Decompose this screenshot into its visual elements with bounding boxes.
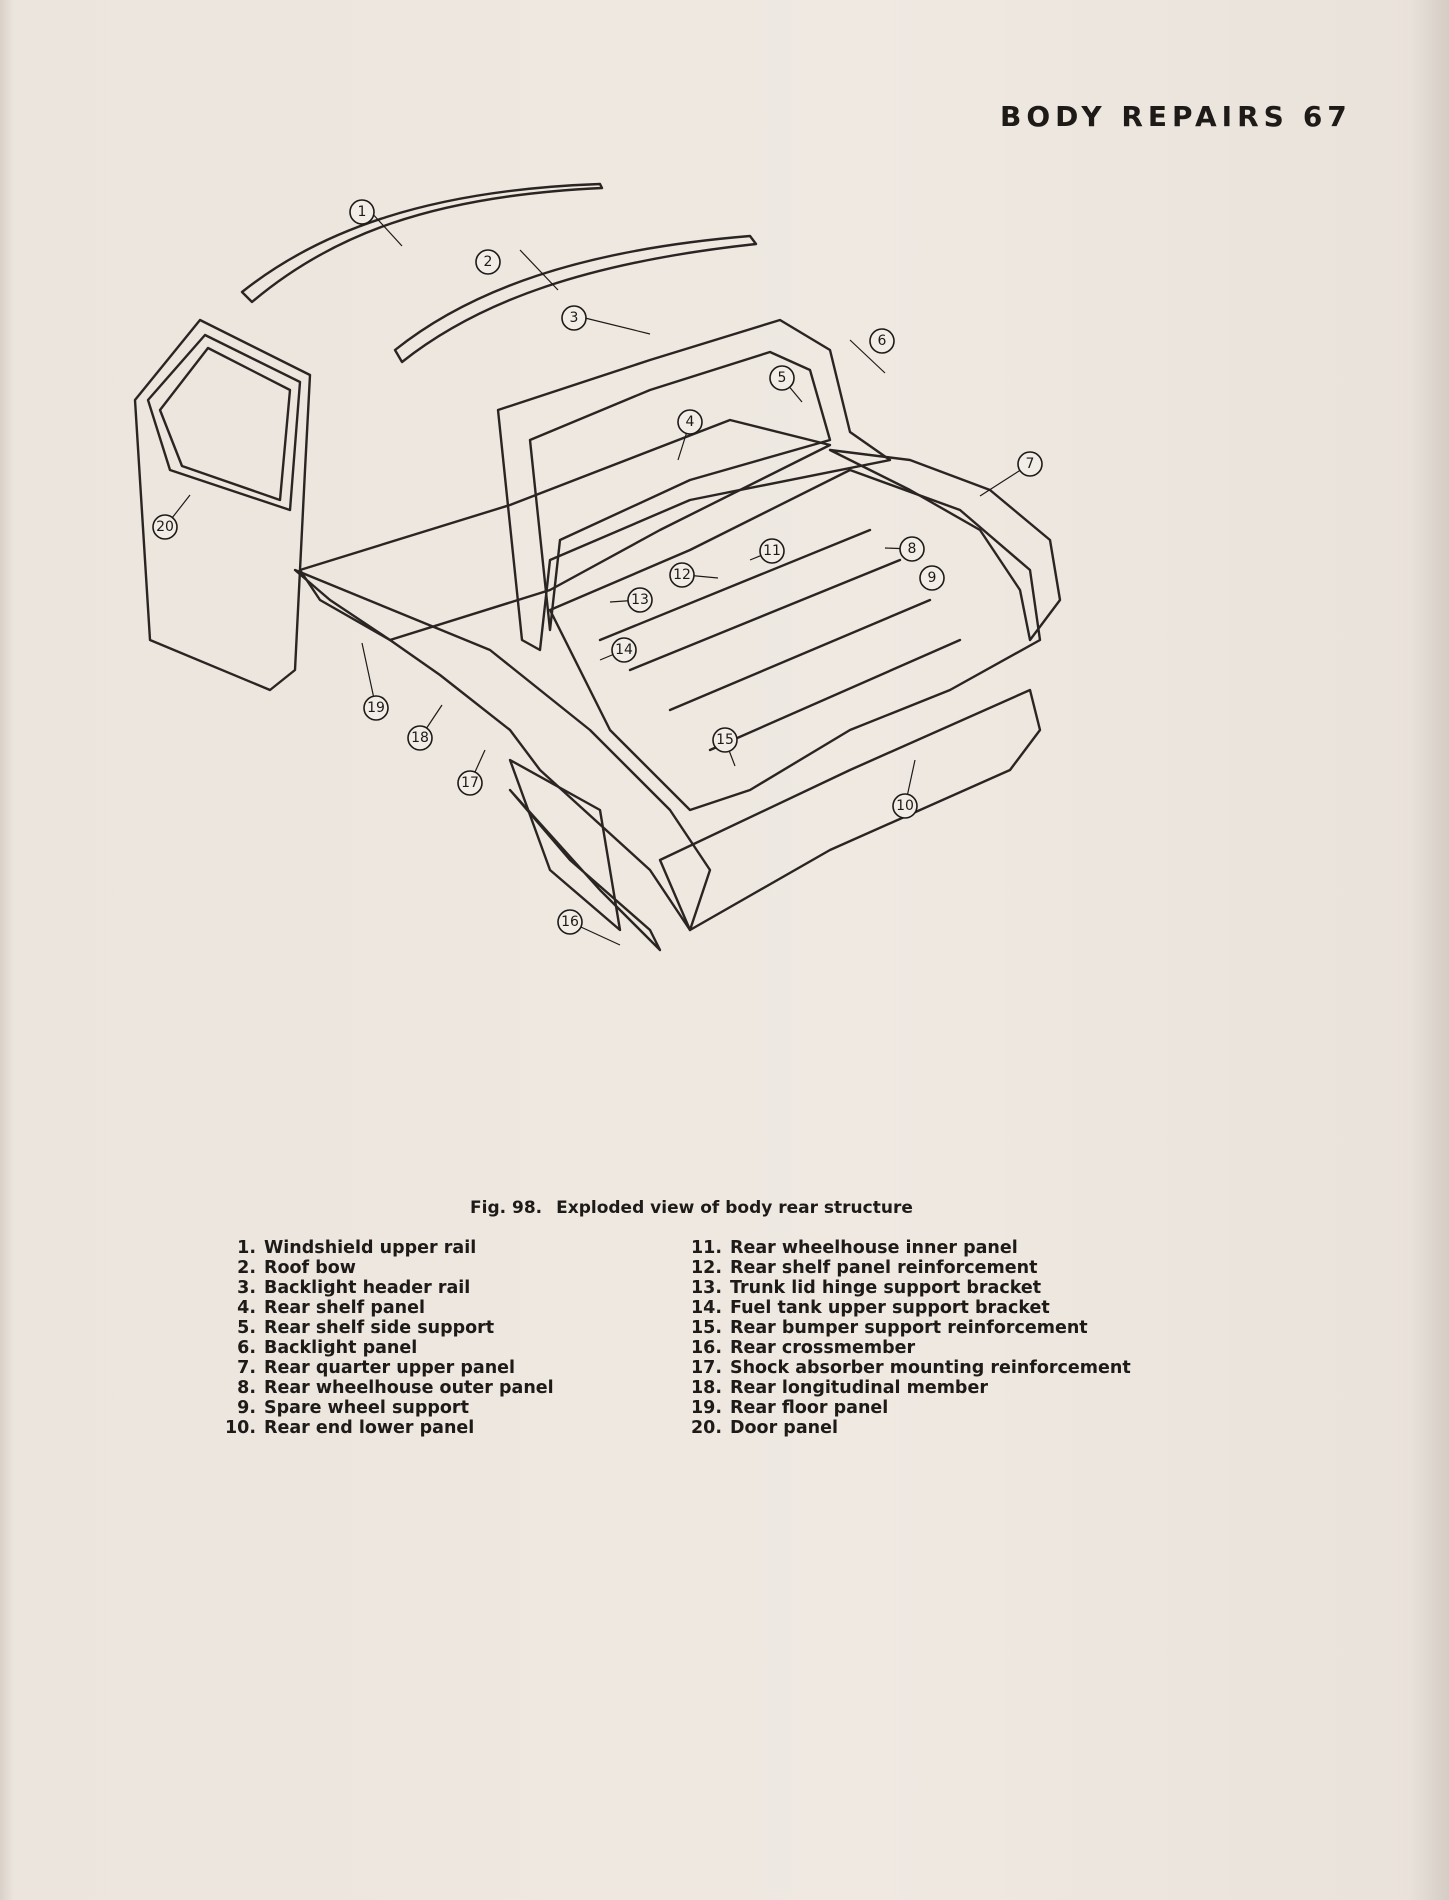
legend-item: 9. Spare wheel support <box>237 1398 469 1418</box>
page-edge-shadow <box>1409 0 1449 1900</box>
callout-3: 3 <box>569 310 579 326</box>
callout-5: 5 <box>777 370 787 386</box>
legend-item: 6. Backlight panel <box>237 1338 418 1358</box>
legend-item: 13. Trunk lid hinge support bracket <box>690 1278 1042 1298</box>
diagram-svg <box>130 170 1310 1180</box>
legend-item: 8. Rear wheelhouse outer panel <box>237 1378 554 1398</box>
legend-item: 15. Rear bumper support reinforcement <box>690 1318 1088 1338</box>
parts-legend-right <box>684 1238 1131 1438</box>
legend-item: 16. Rear crossmember <box>690 1338 916 1358</box>
section-title: BODY REPAIRS <box>1000 100 1289 133</box>
part-rear-floor-panel <box>295 570 710 930</box>
legend-item: 5. Rear shelf side support <box>237 1318 495 1338</box>
callout-8: 8 <box>907 541 917 557</box>
callout-16: 16 <box>561 914 579 930</box>
callout-13: 13 <box>631 592 649 608</box>
callout-7: 7 <box>1025 456 1035 472</box>
part-door-panel <box>135 320 310 690</box>
part-rear-end-lower-panel <box>660 690 1040 930</box>
page-header <box>1000 100 1352 133</box>
callout-6: 6 <box>877 333 887 349</box>
page-number: 67 <box>1302 100 1352 133</box>
callout-11: 11 <box>763 543 781 559</box>
part-rear-quarter-upper-panel <box>830 450 1060 640</box>
callout-4: 4 <box>685 414 695 430</box>
part-rear-longitudinal <box>510 760 620 930</box>
legend-item: 10. Rear end lower panel <box>224 1418 475 1438</box>
callout-19: 19 <box>367 700 385 716</box>
legend-item: 7. Rear quarter upper panel <box>237 1358 516 1378</box>
legend-item: 19. Rear floor panel <box>690 1398 889 1418</box>
callout-20: 20 <box>156 519 174 535</box>
parts-legend-left <box>218 1238 554 1438</box>
legend-item: 12. Rear shelf panel reinforcement <box>690 1258 1038 1278</box>
callout-14: 14 <box>615 642 633 658</box>
callout-9: 9 <box>927 570 937 586</box>
callout-15: 15 <box>716 732 734 748</box>
figure-caption-text: Exploded view of body rear structure <box>556 1198 913 1218</box>
exploded-view-diagram <box>130 170 1310 1180</box>
legend-item: 3. Backlight header rail <box>237 1278 471 1298</box>
legend-item: 11. Rear wheelhouse inner panel <box>690 1238 1018 1258</box>
legend-item: 1. Windshield upper rail <box>237 1238 477 1258</box>
callout-17: 17 <box>461 775 479 791</box>
callout-10: 10 <box>896 798 914 814</box>
callout-18: 18 <box>411 730 429 746</box>
callout-2: 2 <box>483 254 493 270</box>
legend-item: 14. Fuel tank upper support bracket <box>690 1298 1050 1318</box>
figure-label: Fig. 98. <box>470 1198 543 1218</box>
part-rear-crossmember <box>510 790 660 950</box>
part-rear-shelf-panel <box>300 420 830 640</box>
legend-item: 2. Roof bow <box>237 1258 356 1278</box>
legend-item: 20. Door panel <box>690 1418 838 1438</box>
legend-item: 17. Shock absorber mounting reinforcement <box>690 1358 1131 1378</box>
legend-item: 4. Rear shelf panel <box>237 1298 425 1318</box>
callout-1: 1 <box>357 204 367 220</box>
part-windshield-upper-rail <box>242 184 602 302</box>
legend-item: 18. Rear longitudinal member <box>690 1378 988 1398</box>
figure-caption <box>470 1198 990 1218</box>
callout-12: 12 <box>673 567 691 583</box>
